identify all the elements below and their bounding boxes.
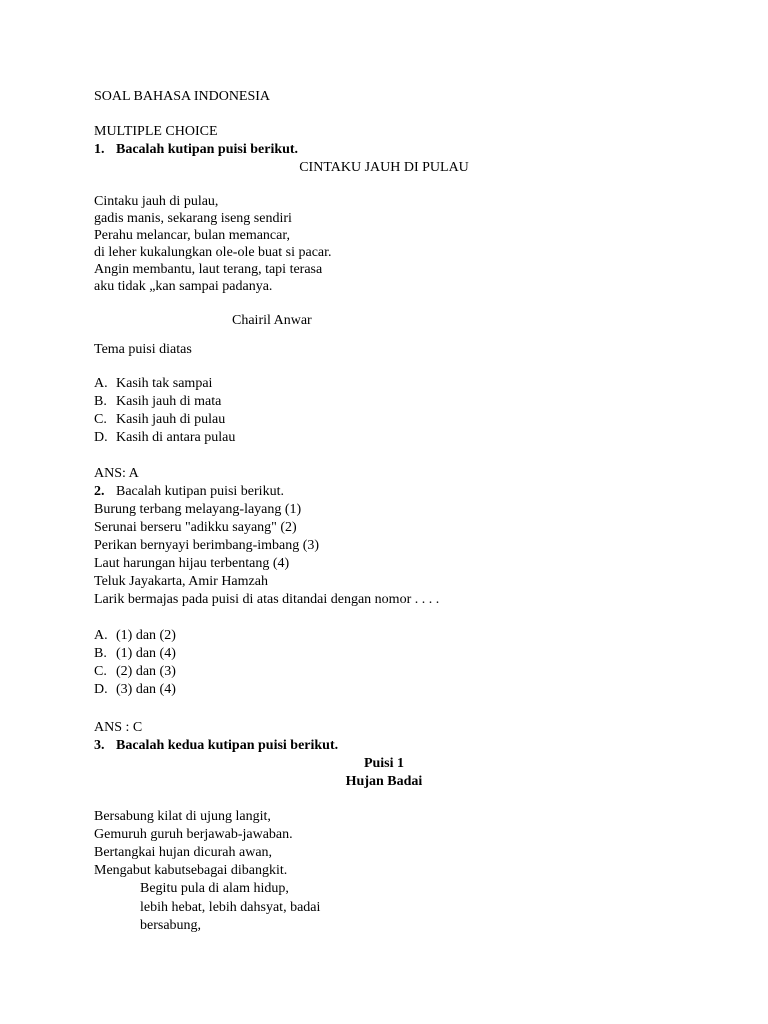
q2-poem-line: Serunai berseru "adikku sayang" (2) [94, 520, 297, 535]
q1-poem-line: di leher kukalungkan ole-ole buat si pacar. [94, 245, 332, 260]
q1-poem-line: Cintaku jauh di pulau, [94, 194, 219, 209]
option-letter: B. [94, 646, 107, 661]
option-text: (1) dan (2) [116, 628, 176, 643]
doc-title: SOAL BAHASA INDONESIA [94, 89, 271, 104]
option-letter: A. [94, 376, 108, 391]
q2-question: Larik bermajas pada puisi di atas ditandai dengan nomor . . . . [94, 592, 440, 607]
q3-poem-title: Hujan Badai [345, 774, 423, 789]
q1-answer: ANS: A [94, 466, 139, 481]
section-heading: MULTIPLE CHOICE [94, 124, 218, 139]
q2-option[interactable] [94, 681, 176, 699]
option-letter: D. [94, 430, 108, 445]
q2-prompt [94, 483, 284, 501]
option-text: (1) dan (4) [116, 646, 176, 661]
q3-poem-label: Puisi 1 [363, 756, 405, 771]
option-text: (2) dan (3) [116, 664, 176, 679]
option-letter: C. [94, 664, 107, 679]
q2-poem-source: Teluk Jayakarta, Amir Hamzah [94, 574, 268, 589]
q1-option[interactable] [94, 411, 225, 429]
q3-number: 3. [94, 738, 105, 753]
option-letter: D. [94, 682, 108, 697]
q2-poem-line: Perikan bernyayi berimbang-imbang (3) [94, 538, 320, 553]
q2-number: 2. [94, 484, 105, 499]
q1-prompt-text: Bacalah kutipan puisi berikut. [116, 142, 299, 157]
q1-number: 1. [94, 142, 105, 157]
q2-prompt-text: Bacalah kutipan puisi berikut. [116, 484, 284, 499]
q2-option[interactable] [94, 627, 176, 645]
q1-prompt [94, 141, 298, 159]
q3-poem-indented-line: Begitu pula di alam hidup, [140, 881, 289, 896]
option-text: Kasih tak sampai [116, 376, 213, 391]
option-text: Kasih jauh di mata [116, 394, 222, 409]
q3-poem-line: Bertangkai hujan dicurah awan, [94, 845, 273, 860]
q2-poem-line: Burung terbang melayang-layang (1) [94, 502, 302, 517]
q2-option[interactable] [94, 663, 176, 681]
q3-prompt-text: Bacalah kedua kutipan puisi berikut. [116, 738, 339, 753]
q1-question: Tema puisi diatas [94, 342, 192, 357]
q1-poem-line: gadis manis, sekarang iseng sendiri [94, 211, 292, 226]
q3-prompt [94, 737, 338, 755]
q3-poem-line: Mengabut kabutsebagai dibangkit. [94, 863, 288, 878]
option-text: Kasih di antara pulau [116, 430, 236, 445]
option-letter: A. [94, 628, 108, 643]
q1-author: Chairil Anwar [232, 313, 312, 328]
q3-poem-indented-line: lebih hebat, lebih dahsyat, badai [140, 900, 321, 915]
q3-poem-line: Bersabung kilat di ujung langit, [94, 809, 271, 824]
option-letter: C. [94, 412, 107, 427]
q1-poem-line: aku tidak „kan sampai padanya. [94, 279, 273, 294]
q1-poem-line: Angin membantu, laut terang, tapi terasa [94, 262, 323, 277]
q1-poem-title: CINTAKU JAUH DI PULAU [299, 160, 469, 175]
q2-poem-line: Laut harungan hijau terbentang (4) [94, 556, 290, 571]
q1-option[interactable] [94, 375, 212, 393]
q2-option[interactable] [94, 645, 176, 663]
q2-answer: ANS : C [94, 720, 143, 735]
q1-option[interactable] [94, 393, 221, 411]
option-letter: B. [94, 394, 107, 409]
q1-option[interactable] [94, 429, 235, 447]
q3-poem-indented-line: bersabung, [140, 918, 202, 933]
q3-poem-line: Gemuruh guruh berjawab-jawaban. [94, 827, 293, 842]
q1-poem-line: Perahu melancar, bulan memancar, [94, 228, 290, 243]
option-text: (3) dan (4) [116, 682, 176, 697]
option-text: Kasih jauh di pulau [116, 412, 226, 427]
